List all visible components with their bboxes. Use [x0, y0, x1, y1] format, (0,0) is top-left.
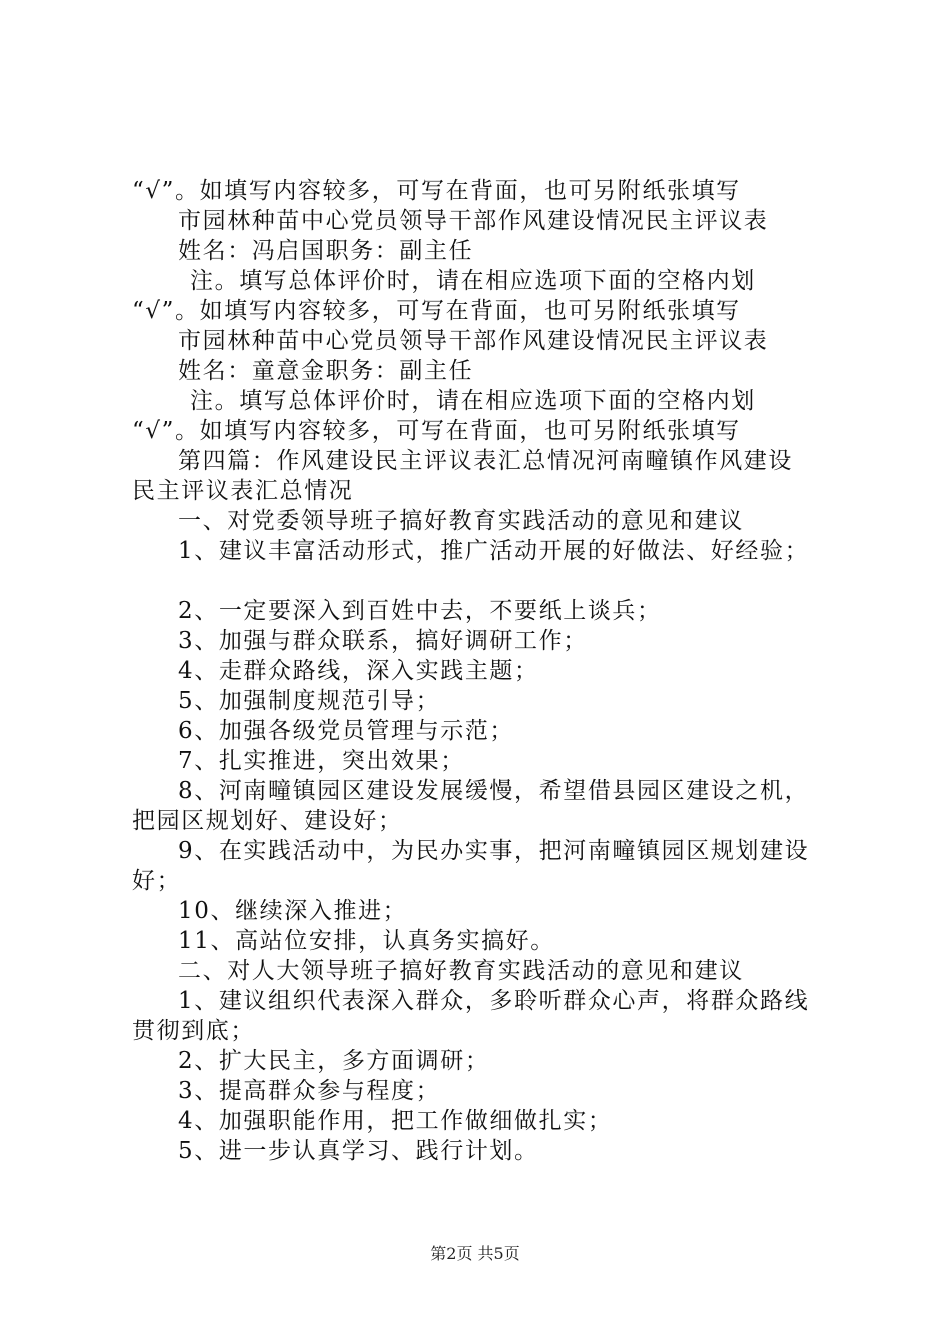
list-item: 8、河南疃镇园区建设发展缓慢，希望借县园区建设之机，: [178, 778, 810, 804]
list-item: 5、加强制度规范引导；: [178, 688, 441, 714]
list-item: 1、建议丰富活动形式，推广活动开展的好做法、好经验；: [178, 538, 810, 564]
page-number-footer: 第2页 共5页: [430, 1244, 520, 1263]
list-item: 2、扩大民主，多方面调研；: [178, 1048, 490, 1074]
list-item: 3、提高群众参与程度；: [178, 1078, 441, 1104]
list-item: 11、高站位安排，认真务实搞好。: [178, 928, 555, 954]
note-line: 注。填写总体评价时，请在相应选项下面的空格内划: [190, 388, 756, 414]
blank-line: [132, 566, 832, 596]
list-item: 4、走群众路线，深入实践主题；: [178, 658, 539, 684]
list-item: 1、建议组织代表深入群众，多聆听群众心声，将群众路线: [178, 988, 810, 1014]
list-item: 7、扎实推进，突出效果；: [178, 748, 465, 774]
text-line: “√”。如填写内容较多，可写在背面，也可另附纸张填写: [132, 298, 741, 324]
list-item: 3、加强与群众联系，搞好调研工作；: [178, 628, 588, 654]
list-item: 5、进一步认真学习、践行计划。: [178, 1138, 539, 1164]
list-item-continued: 好；: [132, 868, 182, 894]
list-item: 9、在实践活动中，为民办实事，把河南疃镇园区规划建设: [178, 838, 810, 864]
text-line: “√”。如填写内容较多，可写在背面，也可另附纸张填写: [132, 418, 741, 444]
name-position-line: 姓名：冯启国职务：副主任: [178, 238, 474, 264]
list-item-continued: 贯彻到底；: [132, 1018, 255, 1044]
list-item: 10、继续深入推进；: [178, 898, 408, 924]
section-heading: 第四篇：作风建设民主评议表汇总情况河南疃镇作风建设: [178, 448, 793, 474]
subsection-heading: 二、对人大领导班子搞好教育实践活动的意见和建议: [178, 958, 744, 984]
form-title: 市园林种苗中心党员领导干部作风建设情况民主评议表: [178, 208, 769, 234]
list-item: 4、加强职能作用，把工作做细做扎实；: [178, 1108, 613, 1134]
list-item-continued: 把园区规划好、建设好；: [132, 808, 403, 834]
note-line: 注。填写总体评价时，请在相应选项下面的空格内划: [190, 268, 756, 294]
form-title: 市园林种苗中心党员领导干部作风建设情况民主评议表: [178, 328, 769, 354]
document-body: [132, 176, 832, 1166]
subsection-heading: 一、对党委领导班子搞好教育实践活动的意见和建议: [178, 508, 744, 534]
list-item: 2、一定要深入到百姓中去，不要纸上谈兵；: [178, 598, 662, 624]
section-heading-continued: 民主评议表汇总情况: [132, 478, 354, 504]
list-item: 6、加强各级党员管理与示范；: [178, 718, 515, 744]
name-position-line: 姓名：童意金职务：副主任: [178, 358, 474, 384]
text-line: “√”。如填写内容较多，可写在背面，也可另附纸张填写: [132, 178, 741, 204]
